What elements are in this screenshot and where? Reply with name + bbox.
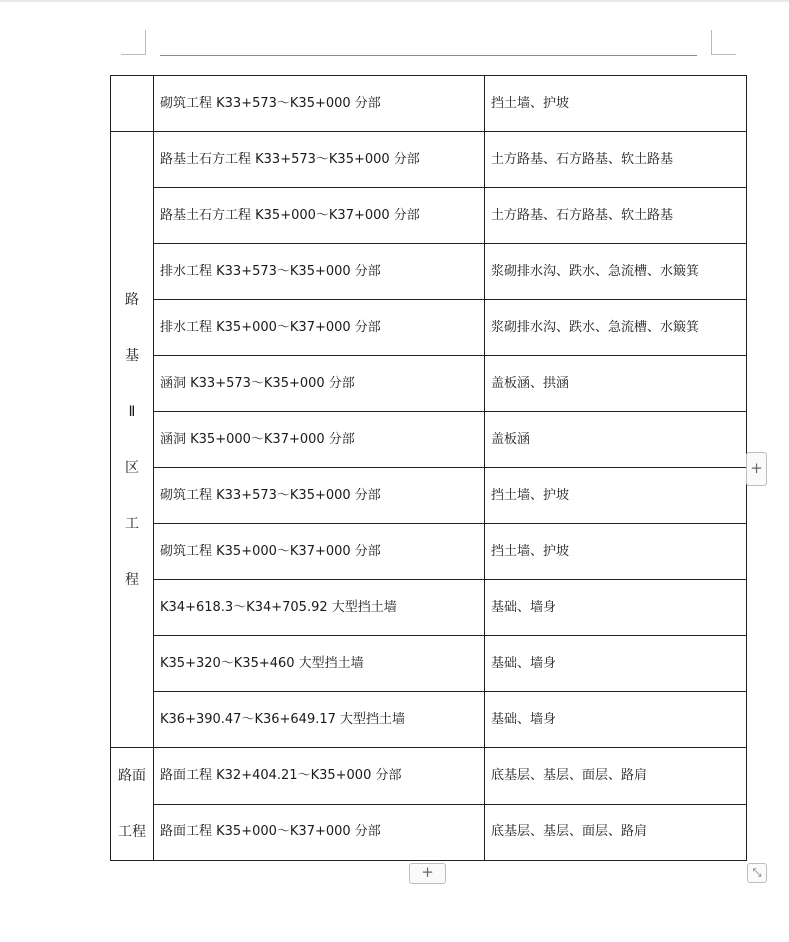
table-row [111,748,747,805]
table-row [111,804,747,861]
table-cell[interactable]: 基础、墙身 [485,636,747,692]
table-cell[interactable]: 浆砌排水沟、跌水、急流槽、水簸箕 [485,300,747,356]
table-row [111,76,747,132]
table-row [111,636,747,692]
group-label-subgrade [111,272,153,608]
plus-icon: + [750,459,763,477]
group-char: 基 [125,347,139,364]
table-cell[interactable]: 涵洞 K35+000～K37+000 分部 [154,412,485,468]
table-row [111,132,747,188]
plus-icon: + [421,863,434,881]
group-label-pavement [111,748,153,860]
margin-corner-top-right [711,30,736,55]
table-cell[interactable]: 排水工程 K35+000～K37+000 分部 [154,300,485,356]
table-cell[interactable]: 路面工程 K35+000～K37+000 分部 [154,804,485,861]
table-cell[interactable]: 挡土墙、护坡 [485,524,747,580]
group-char: 工 [125,515,139,532]
table-cell[interactable]: 土方路基、石方路基、软土路基 [485,188,747,244]
table-cell[interactable]: 土方路基、石方路基、软土路基 [485,132,747,188]
table-cell[interactable]: 基础、墙身 [485,692,747,748]
table-cell[interactable]: 砌筑工程 K33+573～K35+000 分部 [154,468,485,524]
table-cell[interactable]: 盖板涵 [485,412,747,468]
table-cell[interactable]: 底基层、基层、面层、路肩 [485,804,747,861]
margin-corner-top-left [121,30,146,55]
table-cell[interactable] [111,76,154,132]
page-top-edge [0,0,789,2]
table-row [111,692,747,748]
group-line: 路面 [118,768,146,784]
table-cell[interactable]: 路基土石方工程 K35+000～K37+000 分部 [154,188,485,244]
table-cell[interactable]: K35+320～K35+460 大型挡土墙 [154,636,485,692]
group-line: 工程 [118,824,146,840]
table-row [111,300,747,356]
table-cell[interactable]: 基础、墙身 [485,580,747,636]
table-cell[interactable]: 路基土石方工程 K33+573～K35+000 分部 [154,132,485,188]
group-char: 路 [125,291,139,308]
table-cell[interactable]: 涵洞 K33+573～K35+000 分部 [154,356,485,412]
header-rule [160,55,697,56]
work-breakdown-table [110,75,747,861]
table-cell[interactable]: 盖板涵、拱涵 [485,356,747,412]
table-row [111,580,747,636]
group-char: 程 [125,571,139,588]
table-row [111,188,747,244]
group-char: Ⅱ [128,403,136,420]
resize-diagonal-icon: ⤡ [752,866,762,879]
table-resize-handle[interactable] [747,863,767,883]
table-cell[interactable]: 浆砌排水沟、跌水、急流槽、水簸箕 [485,244,747,300]
group-char: 区 [125,459,139,476]
table-cell[interactable]: 挡土墙、护坡 [485,76,747,132]
add-row-button[interactable] [409,863,446,884]
table-row [111,244,747,300]
group-cell-subgrade[interactable] [111,132,154,748]
group-cell-pavement[interactable] [111,748,154,861]
table-row [111,356,747,412]
table-cell[interactable]: 砌筑工程 K33+573～K35+000 分部 [154,76,485,132]
table-cell[interactable]: 底基层、基层、面层、路肩 [485,748,747,805]
table-cell[interactable]: K34+618.3～K34+705.92 大型挡土墙 [154,580,485,636]
table-cell[interactable]: 挡土墙、护坡 [485,468,747,524]
table-row [111,524,747,580]
table-row [111,412,747,468]
table-cell[interactable]: 路面工程 K32+404.21～K35+000 分部 [154,748,485,805]
table-cell[interactable]: K36+390.47～K36+649.17 大型挡土墙 [154,692,485,748]
table-row [111,468,747,524]
add-column-button[interactable] [746,452,767,486]
table-cell[interactable]: 排水工程 K33+573～K35+000 分部 [154,244,485,300]
table-cell[interactable]: 砌筑工程 K35+000～K37+000 分部 [154,524,485,580]
